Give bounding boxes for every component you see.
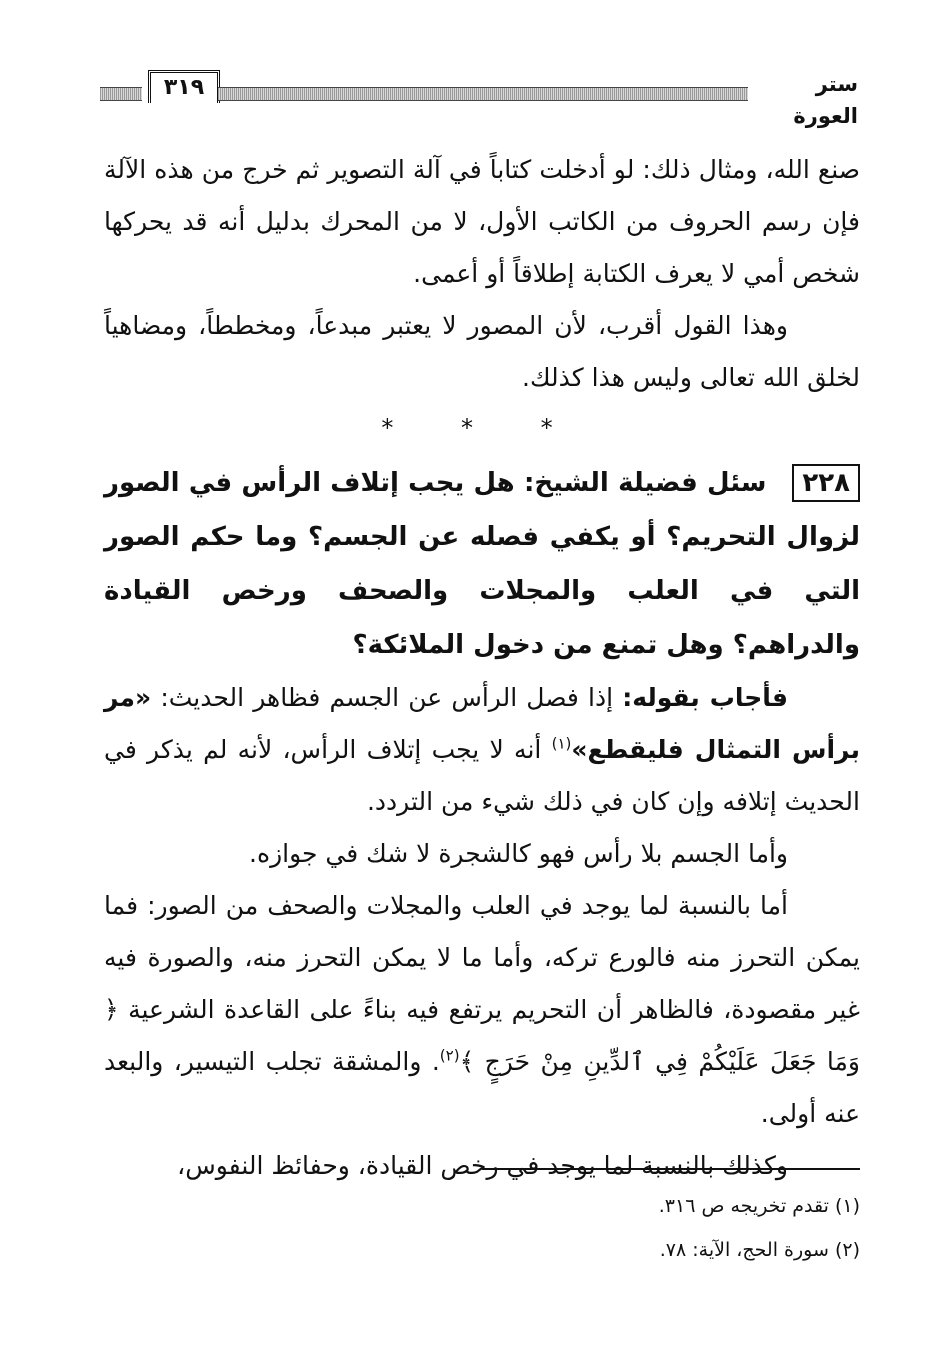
- page-header: [100, 68, 858, 128]
- paragraph-5-part-2: . والمشقة تجلب التيسير، والبعد عنه أولى.: [104, 1047, 860, 1128]
- paragraph-6: وكذلك بالنسبة لما يوجد في رخص القيادة، وحفائظ النفوس،: [177, 1151, 788, 1180]
- answer-paragraph: [104, 672, 860, 828]
- answer-lead: فأجاب بقوله:: [622, 683, 788, 712]
- footnote-1: (١) تقدم تخريجه ص ٣١٦.: [658, 1195, 860, 1217]
- page-body: [104, 144, 860, 1192]
- paragraph-5-part-1: أما بالنسبة لما يوجد في العلب والمجلات والصحف من الصور: فما يمكن التحرز منه فالورع تركه، وأما ما لا يمكن التحرز منه، والصورة فيه غير مقصودة، فالظاهر أن التحريم يرتفع فيه بناءً على القاعدة الشرعية: [104, 891, 860, 1024]
- section-separator: * * *: [381, 414, 583, 442]
- question-number: ٢٢٨: [792, 464, 860, 502]
- question-text: سئل فضيلة الشيخ: هل يجب إتلاف الرأس في الصور لزوال التحريم؟ أو يكفي فصله عن الجسم؟ وما حكم الصور التي في العلب والمجلات والصحف ورخص القيادة والدراهم؟ وهل تمنع من دخول الملائكة؟: [104, 468, 860, 660]
- paragraph-2: وهذا القول أقرب، لأن المصور لا يعتبر مبدعاً، ومخططاً، ومضاهياً لخلق الله تعالى وليس هذا كذلك.: [104, 311, 860, 392]
- paragraph-5: [104, 880, 860, 1140]
- paragraph-1: صنع الله، ومثال ذلك: لو أدخلت كتاباً في آلة التصوير ثم خرج من هذه الآلة فإن رسم الحروف من الكاتب الأول، لا من المحرك بدليل أنه قد يحركها شخص أمي لا يعرف الكتابة إطلاقاً أو أعمى.: [104, 155, 860, 288]
- footnote-marker-2: (٢): [439, 1046, 460, 1065]
- running-title: ستر العورة: [793, 72, 858, 128]
- footnote-marker-1: (١): [551, 734, 572, 753]
- header-rule: [218, 87, 748, 101]
- answer-rest: أنه لا يجب إتلاف الرأس، لأنه لم يذكر في الحديث إتلافه وإن كان في ذلك شيء من التردد.: [104, 735, 860, 816]
- header-rule-left: [100, 87, 142, 101]
- footnote-2: (٢) سورة الحج، الآية: ٧٨.: [659, 1239, 860, 1261]
- question-block: [104, 456, 860, 672]
- footnote-divider: [482, 1168, 860, 1170]
- answer-intro: إذا فصل الرأس عن الجسم فظاهر الحديث:: [151, 683, 623, 712]
- hadith-quote: «مر برأس التمثال فليقطع»: [104, 683, 860, 764]
- paragraph-4: وأما الجسم بلا رأس فهو كالشجرة لا شك في جوازه.: [249, 839, 788, 868]
- page-number: ٣١٩: [148, 70, 220, 103]
- footnotes: [440, 1184, 860, 1272]
- quran-verse: ﴿ وَمَا جَعَلَ عَلَيْكُمْ فِي ٱلدِّينِ مِنْ حَرَجٍ ﴾: [104, 995, 860, 1076]
